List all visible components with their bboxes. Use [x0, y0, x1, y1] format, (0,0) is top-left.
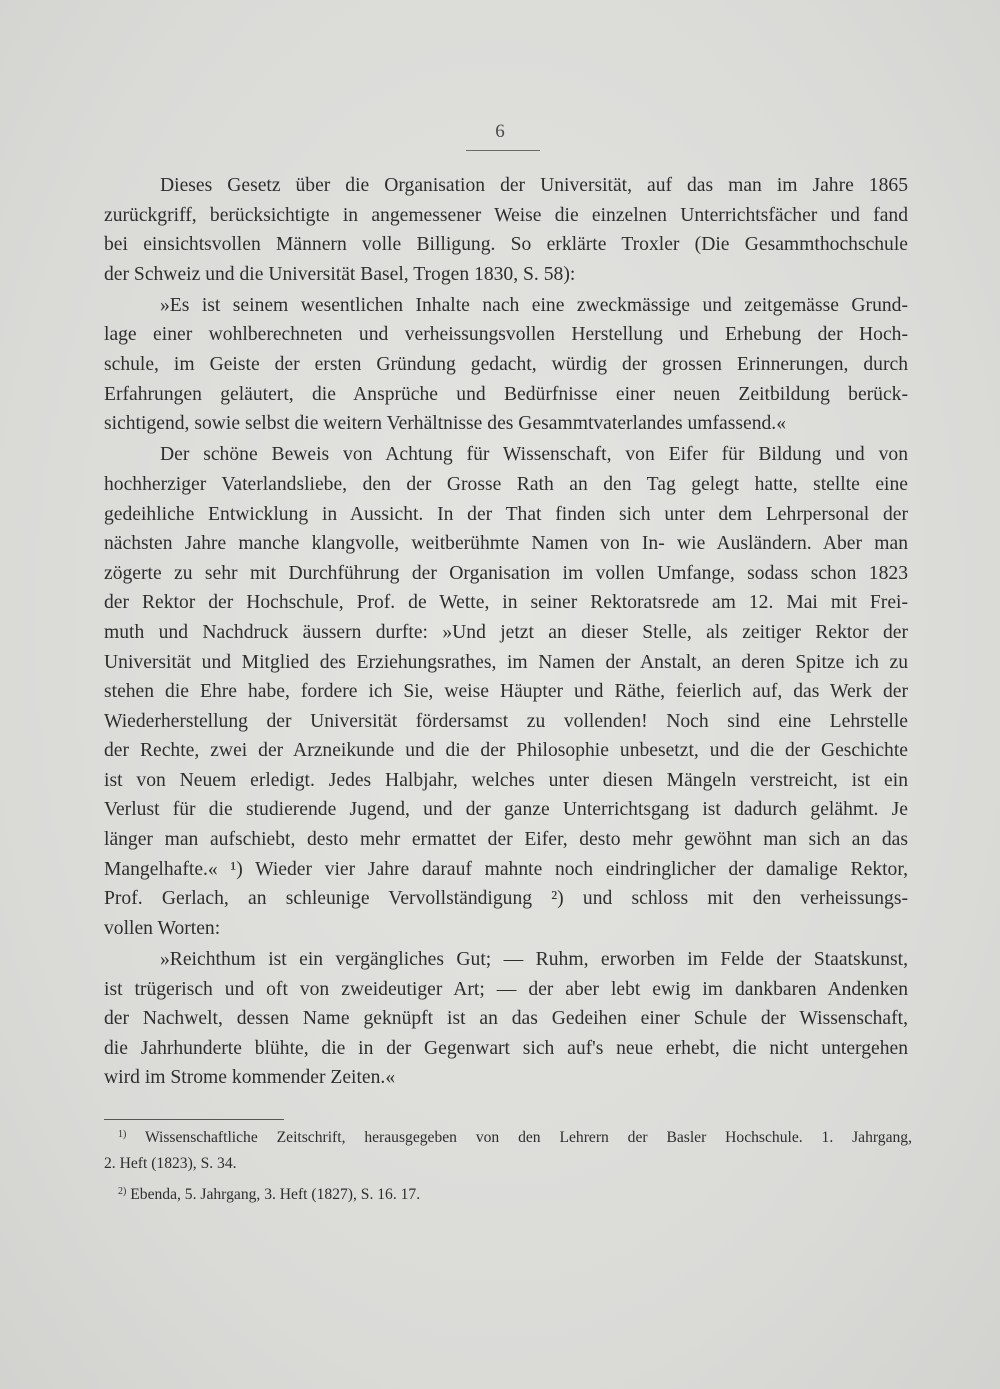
text-line: Dieses Gesetz über die Organisation der Universität, auf das man im Jahre 1865	[160, 175, 908, 196]
text-line: wird im Strome kommender Zeiten.«	[104, 1067, 396, 1089]
body-text	[104, 171, 908, 1094]
footnote-text: Wissenschaftliche Zeitschrift, herausgegeben von den Lehrern der Basler Hochschule. 1. Jahrgang,	[144, 1129, 912, 1146]
text-line: Erfahrungen geläutert, die Ansprüche und Bedürfnisse einer neuen Zeitbildung berück-	[104, 383, 908, 405]
text-line: gedeihliche Entwicklung in Aussicht. In der That finden sich unter dem Lehrpersonal der	[104, 503, 908, 525]
text-line: Verlust für die studierende Jugend, und der ganze Unterrichtsgang ist dadurch gelähmt. Je	[104, 799, 908, 821]
footnote-line	[104, 1182, 912, 1208]
footnote	[104, 1125, 912, 1176]
text-line: Universität und Mitglied des Erziehungsrathes, im Namen der Anstalt, an deren Spitze ich zu	[104, 651, 908, 673]
text-line: lage einer wohlberechneten und verheissungsvollen Herstellung und Erhebung der Hoch-	[104, 324, 908, 346]
paragraph	[104, 171, 908, 289]
text-line: zögerte zu sehr mit Durchführung der Organisation im vollen Umfange, sodass schon 1823	[104, 562, 908, 584]
text-line: nächsten Jahre manche klangvolle, weitberühmte Namen von In- wie Ausländern. Aber man	[104, 533, 908, 555]
text-line: Der schöne Beweis von Achtung für Wissenschaft, von Eifer für Bildung und von	[160, 444, 908, 466]
footnote-line: 2. Heft (1823), S. 34.	[104, 1154, 237, 1172]
text-line: sichtigend, sowie selbst die weitern Verhältnisse des Gesammtvaterlandes umfassend.«	[104, 413, 786, 435]
footnote-rule	[104, 1119, 284, 1120]
text-line: »Es ist seinem wesentlichen Inhalte nach eine zweckmässige und zeitgemässe Grund-	[160, 294, 908, 316]
text-line: bei einsichtsvollen Männern volle Billigung. So erklärte Troxler (Die Gesammthochschule	[104, 234, 908, 256]
text-line: stehen die Ehre habe, fordere ich Sie, weise Häupter und Räthe, feierlich auf, das Werk der	[104, 681, 908, 703]
text-line: ist trügerisch und oft von zweideutiger Art; — der aber lebt ewig im dankbaren Andenken	[104, 978, 908, 1000]
page-number-rule	[466, 150, 540, 151]
footnote-marker: 1)	[118, 1129, 127, 1140]
text-line: der Nachwelt, dessen Name geknüpft ist an das Gedeihen einer Schule der Wissenschaft,	[104, 1008, 908, 1030]
text-line: hochherziger Vaterlandsliebe, den der Grosse Rath an den Tag gelegt hatte, stellte eine	[104, 473, 908, 495]
text-line: Mangelhafte.« ¹) Wieder vier Jahre darauf mahnte noch eindringlicher der damalige Rektor,	[104, 858, 908, 880]
text-line: muth und Nachdruck äussern durfte: »Und jetzt an dieser Stelle, als zeitiger Rektor der	[104, 621, 908, 643]
page-number: 6	[495, 121, 505, 142]
text-line: Prof. Gerlach, an schleunige Vervollständigung ²) und schloss mit den verheissungs-	[104, 888, 908, 910]
text-line: länger man aufschiebt, desto mehr ermattet der Eifer, desto mehr gewöhnt man sich an das	[104, 829, 908, 851]
text-line: ist von Neuem erledigt. Jedes Halbjahr, welches unter diesen Mängeln verstreicht, ist ein	[104, 769, 908, 791]
text-line: schule, im Geiste der ersten Gründung gedacht, würdig der grossen Erinnerungen, durch	[104, 354, 908, 376]
footnote-marker: 2)	[118, 1186, 127, 1198]
paragraph	[104, 440, 908, 943]
footnotes	[104, 1125, 912, 1214]
text-line: der Schweiz und die Universität Basel, Trogen 1830, S. 58):	[104, 263, 576, 285]
text-line: der Rektor der Hochschule, Prof. de Wette, in seiner Rektoratsrede am 12. Mai mit Frei-	[104, 592, 908, 614]
text-line: der Rechte, zwei der Arzneikunde und die der Philosophie unbesetzt, und die der Geschichte	[104, 740, 908, 762]
footnote	[104, 1182, 912, 1208]
text-line: »Reichthum ist ein vergängliches Gut; — Ruhm, erworben im Felde der Staatskunst,	[160, 948, 908, 970]
footnote-line	[104, 1125, 912, 1151]
text-line: Wiederherstellung der Universität fördersamst zu vollenden! Noch sind eine Lehrstelle	[104, 710, 908, 732]
paragraph	[104, 945, 908, 1093]
paragraph	[104, 291, 908, 439]
footnote-text: Ebenda, 5. Jahrgang, 3. Heft (1827), S. 16. 17.	[130, 1186, 421, 1204]
text-line: vollen Worten:	[104, 917, 221, 939]
text-line: die Jahrhunderte blühte, die in der Gegenwart sich auf's neue erhebt, die nicht untergehen	[104, 1037, 908, 1059]
text-line: zurückgriff, berücksichtigte in angemessener Weise die einzelnen Unterrichtsfächer und fand	[104, 204, 908, 226]
